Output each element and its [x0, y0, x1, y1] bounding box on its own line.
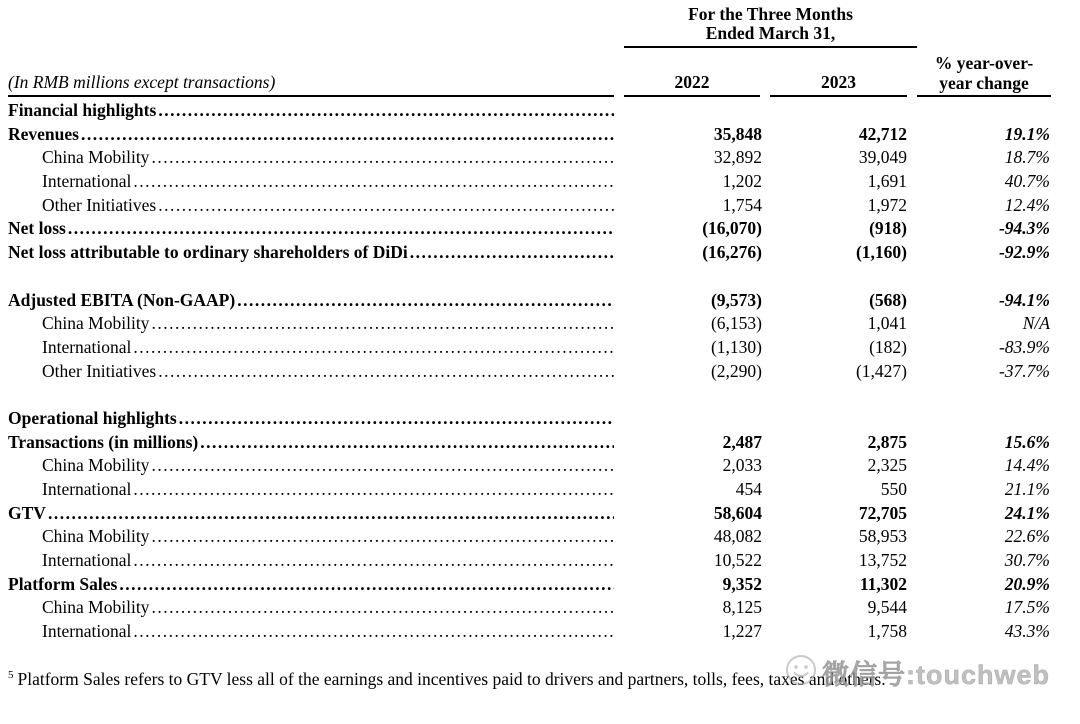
row-label: [8, 289, 614, 313]
value-2023: 550: [880, 479, 907, 499]
table-row: [8, 525, 1080, 549]
dot-leader: [158, 194, 614, 218]
row-label-text: China Mobility: [42, 455, 150, 476]
table-body: [8, 99, 1080, 644]
dot-leader: [151, 146, 614, 170]
table-row: [8, 431, 1080, 455]
value-2023: 58,953: [858, 526, 907, 547]
table-row: [8, 170, 1080, 194]
dot-leader: [68, 217, 614, 241]
table-row: [8, 454, 1080, 478]
value-change: -94.1%: [998, 289, 1050, 310]
row-label-text: China Mobility: [42, 597, 150, 618]
dot-leader: [133, 620, 614, 644]
table-row: [8, 549, 1080, 573]
value-2022: (9,573): [710, 289, 762, 310]
value-2022: 48,082: [713, 526, 762, 547]
value-2023: (1,160): [855, 242, 907, 263]
value-2023: 39,049: [858, 147, 907, 168]
dot-leader: [237, 289, 614, 313]
value-change: 43.3%: [1004, 621, 1050, 642]
row-label-text: China Mobility: [42, 147, 150, 168]
value-2022: 1,202: [722, 171, 762, 192]
table-row: [8, 146, 1080, 170]
value-2023: 1,972: [867, 194, 907, 215]
table-row: [8, 502, 1080, 526]
value-2023: 72,705: [858, 502, 907, 523]
dot-leader: [158, 360, 614, 384]
col-header-2023: 2023: [770, 72, 907, 97]
value-2023: 2,325: [867, 455, 907, 476]
row-label-text: China Mobility: [42, 526, 150, 547]
value-2022: 1,227: [722, 621, 762, 642]
row-label: [8, 407, 614, 431]
value-2022: 2,487: [722, 431, 762, 452]
dot-leader: [133, 549, 614, 573]
value-2023: (1,427): [855, 360, 907, 381]
row-label-text: International: [42, 479, 132, 499]
dot-leader: [81, 123, 614, 147]
value-change: 15.6%: [1004, 431, 1050, 452]
row-label-text: China Mobility: [42, 313, 150, 334]
value-change: 24.1%: [1004, 502, 1050, 523]
table-row: [8, 620, 1080, 644]
dot-leader: [133, 170, 614, 194]
table-row: [8, 123, 1080, 147]
table-row: [8, 360, 1080, 384]
dot-leader: [179, 407, 614, 431]
value-2023: 42,712: [858, 123, 907, 144]
value-2023: 11,302: [859, 573, 907, 594]
row-label: [8, 241, 614, 265]
value-change: 17.5%: [1004, 597, 1050, 618]
value-2023: 1,041: [867, 313, 907, 334]
value-2022: 2,033: [722, 455, 762, 476]
value-2022: 8,125: [722, 597, 762, 618]
value-2022: 10,522: [713, 550, 762, 571]
value-2023: 2,875: [867, 431, 907, 452]
col-header-change-line1: % year-over-: [934, 53, 1034, 73]
footnote: [8, 669, 1080, 690]
row-label-text: Operational highlights: [8, 407, 177, 428]
table-row: [8, 336, 1080, 360]
dot-leader: [158, 99, 614, 123]
table-row: [8, 99, 1080, 123]
table-row: [8, 573, 1080, 597]
value-2023: (568): [869, 289, 907, 310]
value-change: -83.9%: [998, 336, 1050, 357]
value-2023: 13,752: [858, 550, 907, 571]
table-row: [8, 478, 1080, 502]
row-label-text: Adjusted EBITA (Non-GAAP): [8, 289, 236, 310]
row-label: [8, 99, 614, 123]
value-change: -37.7%: [998, 360, 1050, 381]
row-label-text: Net loss: [8, 218, 66, 239]
row-label-text: GTV: [8, 502, 46, 523]
spacer-row: [8, 265, 1080, 289]
table-row: [8, 596, 1080, 620]
row-label: [8, 502, 614, 526]
row-label: [8, 217, 614, 241]
row-label: [8, 360, 614, 384]
table-header-period-row: [8, 6, 1080, 48]
period-header: [624, 5, 917, 48]
dot-leader: [133, 336, 614, 360]
value-change: 18.7%: [1004, 147, 1050, 168]
dot-leader: [151, 312, 614, 336]
value-change: 12.4%: [1004, 194, 1050, 215]
col-header-change-line2: year change: [939, 72, 1029, 93]
unit-note: (In RMB millions except transactions): [8, 72, 614, 97]
dot-leader: [410, 241, 614, 265]
col-header-change: [917, 54, 1051, 97]
row-label: [8, 454, 614, 478]
table-row: [8, 312, 1080, 336]
row-label-text: Revenues: [8, 123, 79, 144]
value-change: 21.1%: [1004, 479, 1050, 499]
watermark-text: 微信号:touchweb: [822, 659, 1050, 690]
row-label-text: International: [42, 550, 132, 571]
value-change: -92.9%: [998, 242, 1050, 263]
value-2022: (2,290): [710, 360, 762, 381]
table-row: [8, 407, 1080, 431]
row-label: [8, 194, 614, 218]
value-change: 20.9%: [1004, 573, 1050, 594]
value-2022: 35,848: [713, 123, 762, 144]
footnote-text: Platform Sales refers to GTV less all of the earnings and incentives paid to drivers and partners, tolls, fees, taxes and others.: [17, 668, 886, 689]
table-row: [8, 241, 1080, 265]
value-2022: (1,130): [710, 336, 762, 357]
value-2023: (918): [869, 218, 907, 239]
row-label: [8, 336, 614, 360]
value-change: N/A: [1022, 313, 1050, 334]
value-2023: 1,691: [867, 171, 907, 192]
dot-leader: [200, 431, 614, 455]
row-label: [8, 620, 614, 644]
value-change: -94.3%: [998, 218, 1050, 239]
row-label: [8, 525, 614, 549]
value-2022: 1,754: [722, 194, 762, 215]
value-change: 22.6%: [1004, 526, 1050, 547]
row-label: [8, 146, 614, 170]
row-label: [8, 549, 614, 573]
row-label: [8, 123, 614, 147]
row-label: [8, 596, 614, 620]
value-2023: (182): [869, 336, 907, 357]
table-header-columns-row: [8, 48, 1080, 97]
value-2022: (16,070): [702, 218, 762, 239]
row-label-text: Other Initiatives: [42, 360, 157, 381]
table-row: [8, 194, 1080, 218]
row-label: [8, 478, 614, 502]
row-label-text: Financial highlights: [8, 100, 157, 120]
dot-leader: [119, 573, 614, 597]
value-2022: 58,604: [713, 502, 762, 523]
value-2022: 9,352: [722, 573, 762, 594]
row-label: [8, 431, 614, 455]
value-2022: (6,153): [710, 313, 762, 334]
row-label: [8, 573, 614, 597]
value-change: 19.1%: [1004, 123, 1050, 144]
row-label: [8, 312, 614, 336]
dot-leader: [48, 502, 614, 526]
value-2023: 9,544: [867, 597, 907, 618]
value-change: 30.7%: [1004, 550, 1050, 571]
value-2022: 32,892: [713, 147, 762, 168]
dot-leader: [151, 596, 614, 620]
row-label-text: International: [42, 336, 132, 357]
row-label-text: Transactions (in millions): [8, 431, 199, 452]
row-label-text: Other Initiatives: [42, 194, 157, 215]
value-2022: 454: [735, 479, 762, 499]
period-header-line2: Ended March 31,: [705, 23, 836, 43]
footnote-marker: 5: [8, 668, 14, 681]
value-2022: (16,276): [702, 242, 762, 263]
row-label: [8, 170, 614, 194]
period-header-line1: For the Three Months: [688, 4, 853, 24]
row-label-text: Net loss attributable to ordinary shareholders of DiDi: [8, 242, 408, 263]
row-label-text: Platform Sales: [8, 573, 118, 594]
value-2023: 1,758: [867, 621, 907, 642]
dot-leader: [151, 454, 614, 478]
row-label-text: International: [42, 171, 132, 192]
value-change: 40.7%: [1004, 171, 1050, 192]
dot-leader: [151, 525, 614, 549]
table-row: [8, 217, 1080, 241]
value-change: 14.4%: [1004, 455, 1050, 476]
row-label-text: International: [42, 621, 132, 642]
table-row: [8, 289, 1080, 313]
dot-leader: [133, 478, 614, 502]
col-header-2022: 2022: [624, 72, 760, 97]
spacer-row: [8, 383, 1080, 407]
